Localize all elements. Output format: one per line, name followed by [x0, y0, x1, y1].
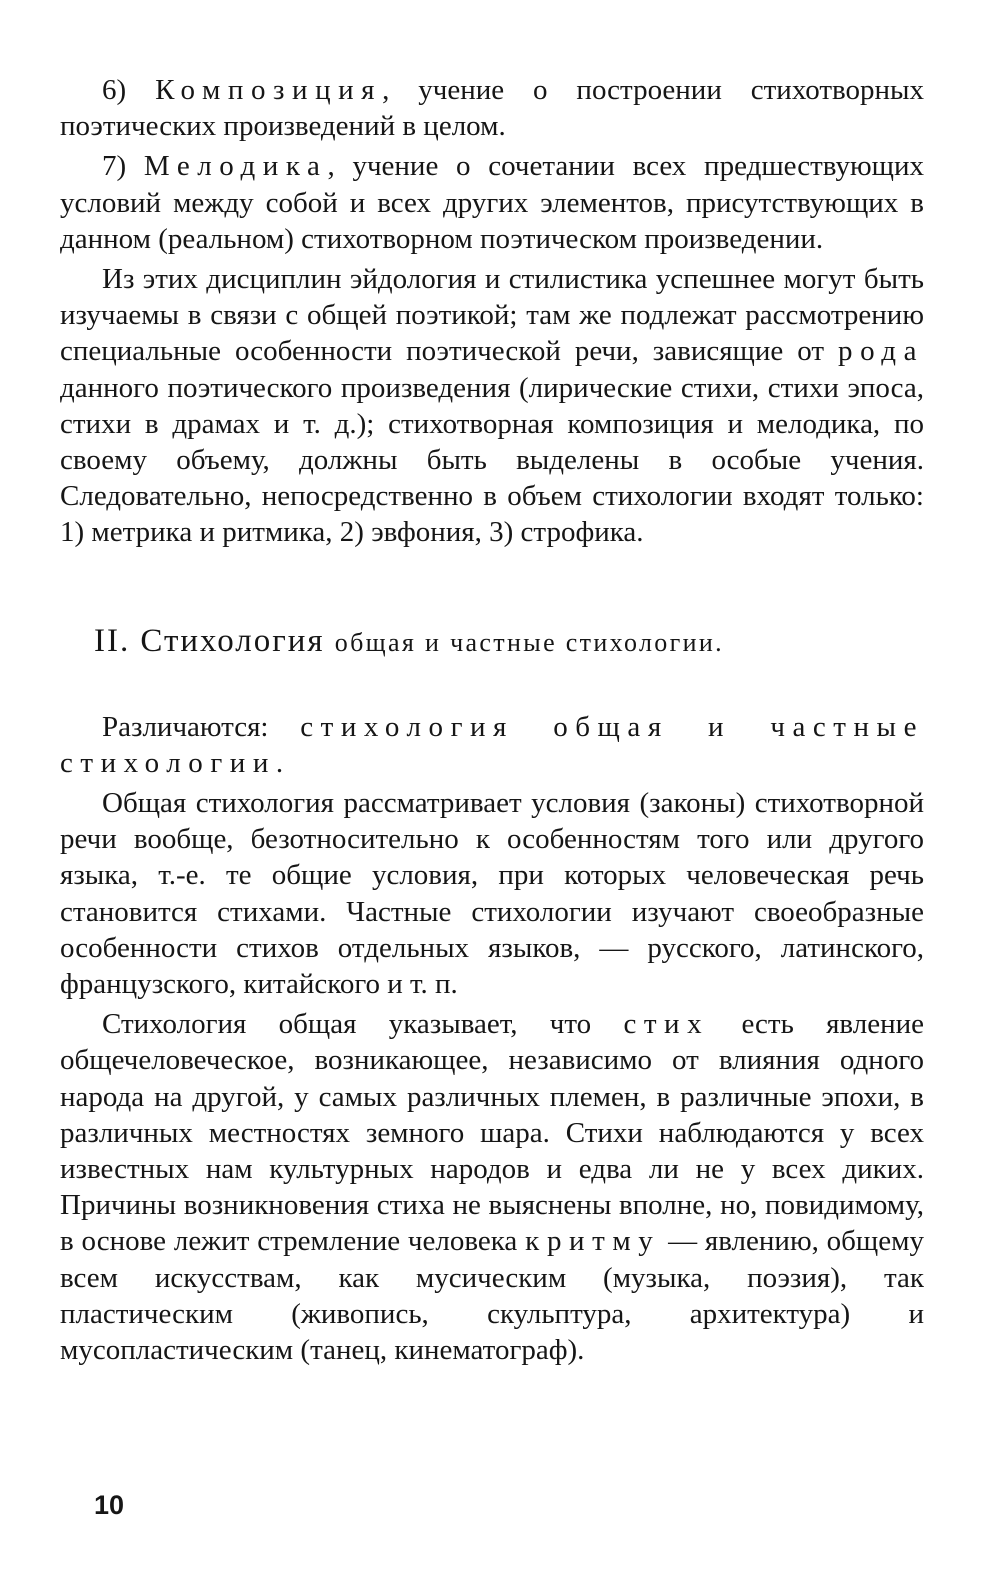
term-emphasis: стихология общая и частные стихологии	[60, 710, 924, 779]
term-emphasis: рода	[838, 335, 924, 368]
term-emphasis: ритму	[547, 1225, 661, 1258]
item-number: 6)	[102, 74, 127, 106]
text-run: .	[275, 746, 284, 779]
list-item-composition	[60, 72, 924, 144]
heading-first-word: Стихология	[140, 622, 325, 659]
section-general-stichology	[60, 709, 924, 1369]
text-run: Различаются:	[102, 710, 301, 743]
text-run: — явлению, общему всем искусствам, как мусическим (музыка, поэзия), так пластическим (живопись, скульптура, архитектура) и мусопластическим (танец, кинематограф).	[60, 1225, 924, 1367]
term-emphasis: стих	[623, 1008, 710, 1041]
term-emphasis: Композиция	[155, 74, 383, 106]
paragraph-disciplines	[60, 261, 924, 551]
text-run: есть явление общечеловеческое, возникающее, независимо от влияния одного народа на другой, у самых различных племен, в различные эпохи, в различных местностях земного шара. Стихи наблюдаются у всех известных нам культурных народов и едва ли не у всех диких. Причины возникновения стиха не выяснены вполне, но, повидимому, в основе лежит стремление человека к	[60, 1008, 924, 1258]
item-text: , учение о построении стихотворных поэтических произведений в целом.	[60, 74, 925, 143]
section-disciplines	[60, 72, 924, 551]
heading-rest: общая и частные стихологии.	[334, 627, 724, 657]
item-text: , учение о сочетании всех предшествующих условий между собой и всех других элементов, присутствующих в данном (реальном) стихотворном поэтическом произведении.	[60, 150, 925, 255]
text-run: Стихология общая указывает, что	[102, 1008, 624, 1041]
paragraph-distinction	[60, 709, 924, 781]
text-run: данного поэтического произведения (лирические стихи, стихи эпоса, стихи в драмах и т. д.); стихотворная композиция и мелодика, по своему объему, должны быть выделены в особые учения. Следовательно, непосредственно в объем стихологии входят только: 1) метрика и ритмика, 2) эвфония, 3) строфика.	[60, 371, 924, 549]
paragraph-verse-origin	[60, 1006, 924, 1368]
paragraph-general-vs-particular: Общая стихология рассматривает условия (законы) стихотворной речи вообще, безотносительно к особенностям того или другого языка, т.-е. те общие условия, при которых человеческая речь становится стихами. Частные стихологии изучают своеобразные особенности стихов отдельных языков, — русского, латинского, французского, китайского и т. п.	[60, 787, 924, 1001]
list-item-melodics	[60, 148, 924, 257]
heading-number: II.	[94, 622, 131, 659]
text-run: Из этих дисциплин эйдология и стилистика успешнее могут быть изучаемы в связи с общей поэтикой; там же подлежат рассмотрению специальные особенности поэтической речи, зависящие от	[60, 263, 924, 368]
term-emphasis: Мелодика	[143, 150, 328, 183]
page-number: 10	[94, 1490, 125, 1520]
section-heading	[60, 621, 924, 663]
item-number: 7)	[102, 150, 127, 183]
book-page	[60, 72, 924, 1368]
